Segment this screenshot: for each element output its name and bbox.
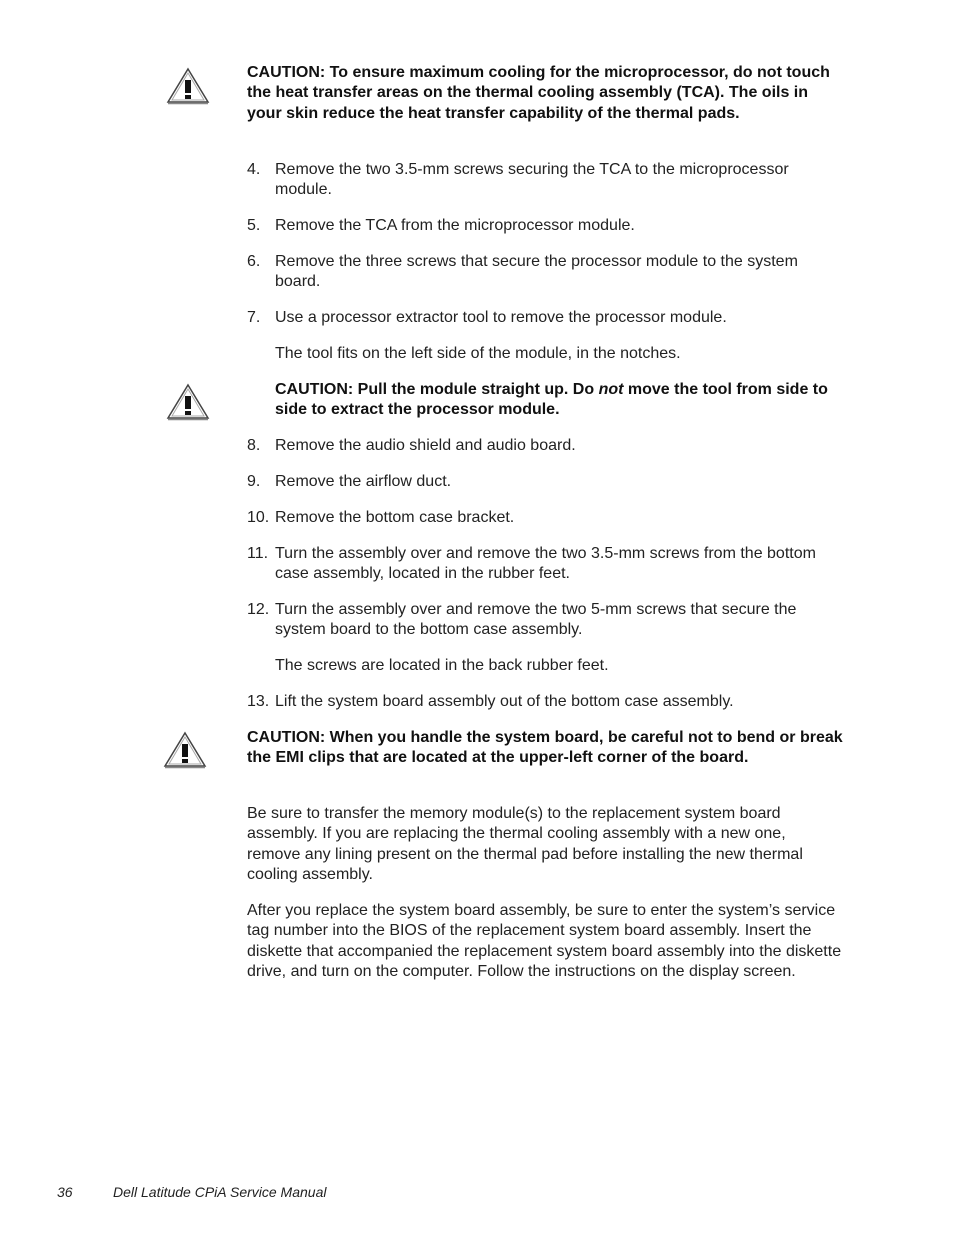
body-paragraph: After you replace the system board assembly, be sure to enter the system’s service tag number into the BIOS of the replacement system board assembly. Insert the diskette that accompanied the replacement system board assembly into the diskette drive, and turn on the computer. Follow the instructions on the display screen. — [247, 902, 842, 980]
step-note: The tool fits on the left side of the module, in the notches. — [275, 345, 681, 362]
step-number: 6. — [247, 253, 261, 270]
step-text: Remove the TCA from the microprocessor module. — [275, 217, 635, 234]
step-number: 7. — [247, 309, 261, 326]
caution-triangle-icon — [162, 730, 208, 770]
caution-emphasis: not — [598, 381, 624, 398]
caution-triangle-icon — [165, 66, 211, 106]
step-text: Remove the audio shield and audio board. — [275, 437, 576, 454]
step-number: 9. — [247, 473, 261, 490]
step-text: Remove the airflow duct. — [275, 473, 452, 490]
step-text: Turn the assembly over and remove the two 5-mm screws that secure the system board to the bottom case assembly. — [275, 601, 797, 639]
caution-label: CAUTION: — [247, 729, 326, 746]
step-text: Remove the bottom case bracket. — [275, 509, 515, 526]
caution-text — [247, 63, 847, 124]
caution-text — [275, 380, 850, 421]
step-text: Remove the three screws that secure the processor module to the system board. — [275, 253, 798, 291]
caution-triangle-icon — [165, 382, 211, 422]
caution-label: CAUTION: — [247, 64, 326, 81]
step-text: Turn the assembly over and remove the two 3.5-mm screws from the bottom case assembly, located in the rubber feet. — [275, 545, 816, 583]
caution-text — [247, 728, 847, 769]
step-number: 8. — [247, 437, 261, 454]
caution-label: CAUTION: — [275, 381, 354, 398]
caution-body: When you handle the system board, be careful not to bend or break the EMI clips that are located at the upper-left corner of the board. — [247, 729, 843, 767]
step-number: 13. — [247, 693, 270, 710]
step-number: 11. — [247, 545, 269, 562]
caution-body-before: Pull the module straight up. Do — [357, 381, 599, 398]
step-text: Use a processor extractor tool to remove the processor module. — [275, 309, 727, 326]
footer-title: Dell Latitude CPiA Service Manual — [113, 1184, 327, 1200]
step-number: 4. — [247, 161, 261, 178]
caution-body-after: move the tool from side to side to extract the processor module. — [275, 381, 828, 419]
step-text: Lift the system board assembly out of the bottom case assembly. — [275, 693, 734, 710]
body-paragraph: Be sure to transfer the memory module(s) to the replacement system board assembly. If you are replacing the thermal cooling assembly with a new one, remove any lining present on the thermal pad before installing the new thermal cooling assembly. — [247, 805, 803, 883]
step-text: Remove the two 3.5-mm screws securing the TCA to the microprocessor module. — [275, 161, 789, 199]
caution-body: To ensure maximum cooling for the microprocessor, do not touch the heat transfer areas on the thermal cooling assembly (TCA). The oils in your skin reduce the heat transfer capability of the thermal pads. — [247, 64, 830, 122]
step-number: 12. — [247, 601, 270, 618]
step-note: The screws are located in the back rubber feet. — [275, 657, 609, 674]
page-number: 36 — [57, 1184, 73, 1200]
step-number: 5. — [247, 217, 261, 234]
step-number: 10. — [247, 509, 270, 526]
